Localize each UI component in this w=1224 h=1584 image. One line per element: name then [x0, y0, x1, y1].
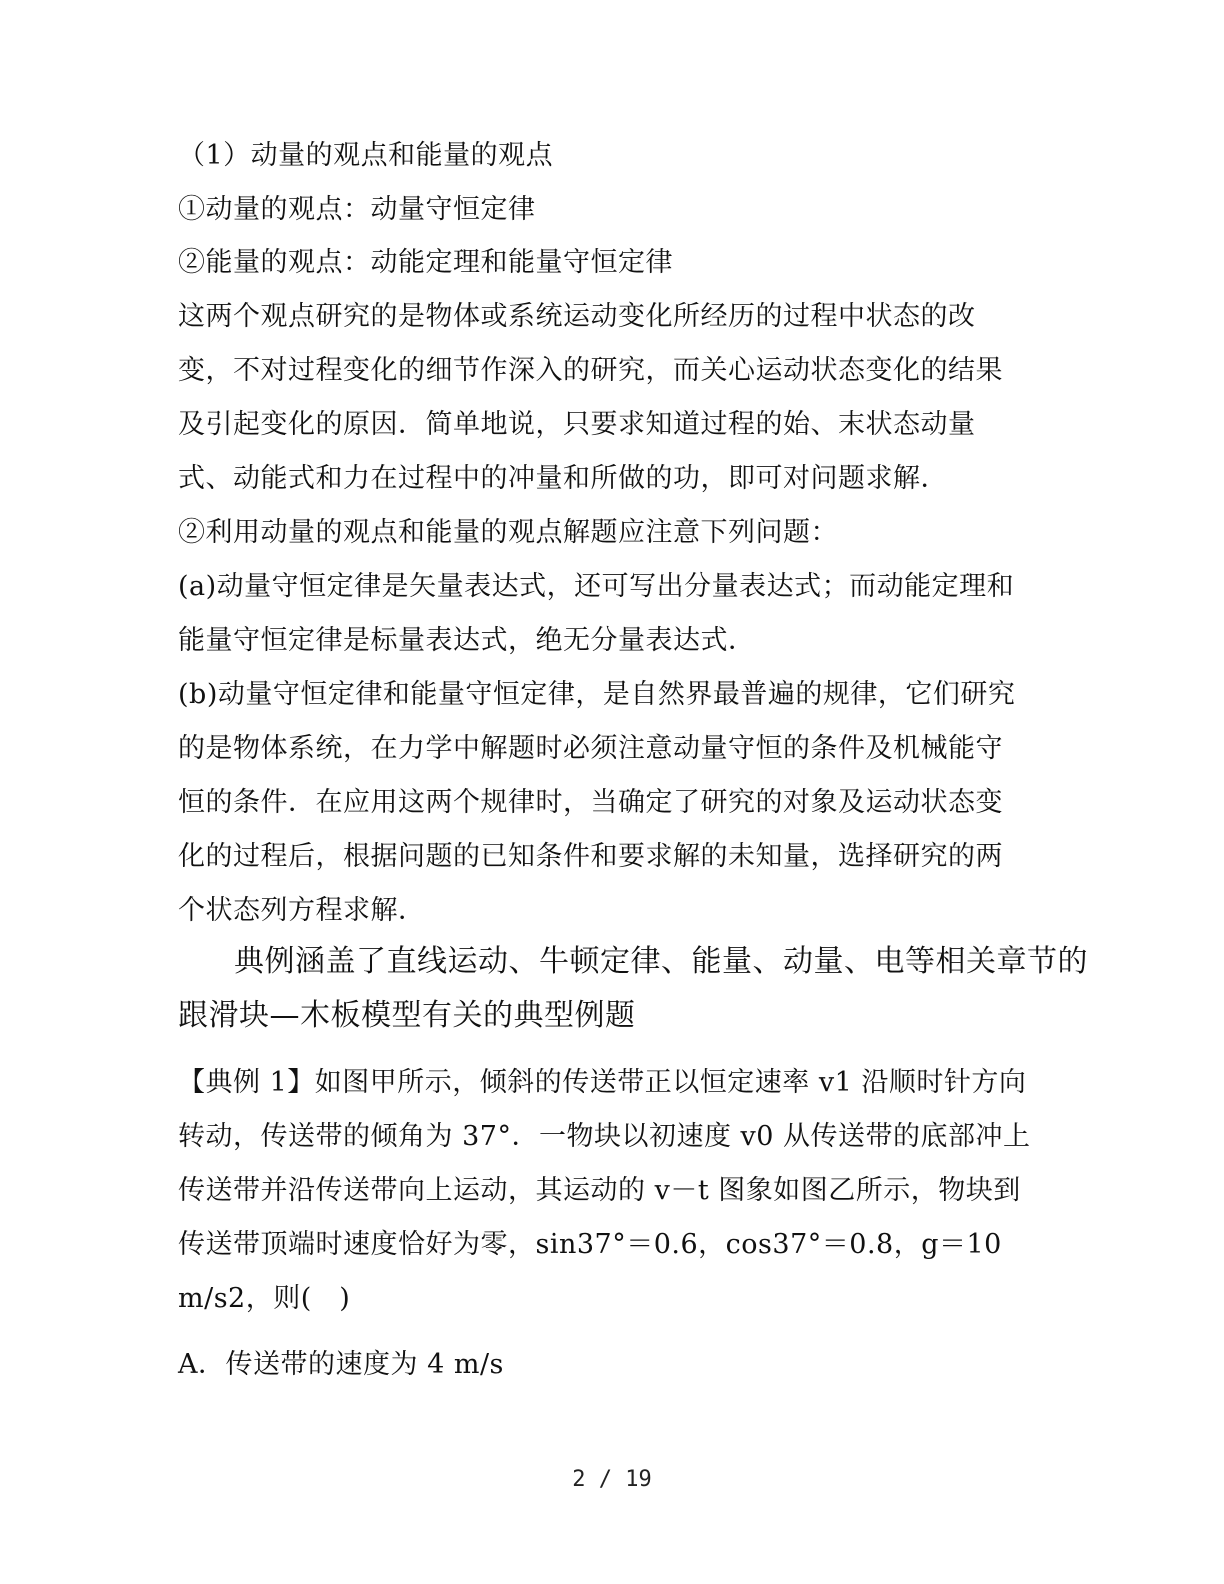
- example-1-line: m/s2，则( ): [178, 1283, 351, 1314]
- note-a-line: 能量守恒定律是标量表达式，绝无分量表达式．: [178, 625, 756, 656]
- heading-momentum-energy: （1）动量的观点和能量的观点: [178, 140, 554, 171]
- note-b-line: 个状态列方程求解．: [178, 895, 426, 926]
- note-b-line: 的是物体系统，在力学中解题时必须注意动量守恒的条件及机械能守: [178, 733, 1003, 764]
- page-number: 2 / 19: [572, 1467, 652, 1492]
- energy-view-line: ②能量的观点：动能定理和能量守恒定律: [178, 247, 673, 278]
- example-1-line: 转动，传送带的倾角为 37°．一物块以初速度 v0 从传送带的底部冲上: [178, 1121, 1031, 1152]
- example-1-line: 传送带顶端时速度恰好为零，sin37°＝0.6，cos37°＝0.8，g＝10: [178, 1229, 1002, 1260]
- notes-heading: ②利用动量的观点和能量的观点解题应注意下列问题：: [178, 517, 838, 548]
- paragraph-line: 式、动能式和力在过程中的冲量和所做的功，即可对问题求解．: [178, 463, 948, 494]
- note-a-line: (a)动量守恒定律是矢量表达式，还可写出分量表达式；而动能定理和: [178, 571, 1015, 602]
- note-b-line: (b)动量守恒定律和能量守恒定律，是自然界最普遍的规律，它们研究: [178, 679, 1016, 710]
- note-b-line: 化的过程后，根据问题的已知条件和要求解的未知量，选择研究的两: [178, 841, 1003, 872]
- example-1-line: 传送带并沿传送带向上运动，其运动的 v－t 图象如图乙所示，物块到: [178, 1175, 1021, 1206]
- examples-intro-line: 跟滑块—木板模型有关的典型例题: [178, 998, 636, 1033]
- examples-intro-line: 典例涵盖了直线运动、牛顿定律、能量、动量、电等相关章节的: [234, 944, 1088, 979]
- note-b-line: 恒的条件．在应用这两个规律时，当确定了研究的对象及运动状态变: [178, 787, 1003, 818]
- paragraph-line: 这两个观点研究的是物体或系统运动变化所经历的过程中状态的改: [178, 301, 976, 332]
- momentum-view-line: ①动量的观点：动量守恒定律: [178, 194, 536, 225]
- paragraph-line: 变，不对过程变化的细节作深入的研究，而关心运动状态变化的结果: [178, 355, 1003, 386]
- example-1-line: 【典例 1】如图甲所示，倾斜的传送带正以恒定速率 v1 沿顺时针方向: [178, 1067, 1027, 1098]
- paragraph-line: 及引起变化的原因．简单地说，只要求知道过程的始、末状态动量: [178, 409, 976, 440]
- option-a: A．传送带的速度为 4 m/s: [178, 1349, 504, 1380]
